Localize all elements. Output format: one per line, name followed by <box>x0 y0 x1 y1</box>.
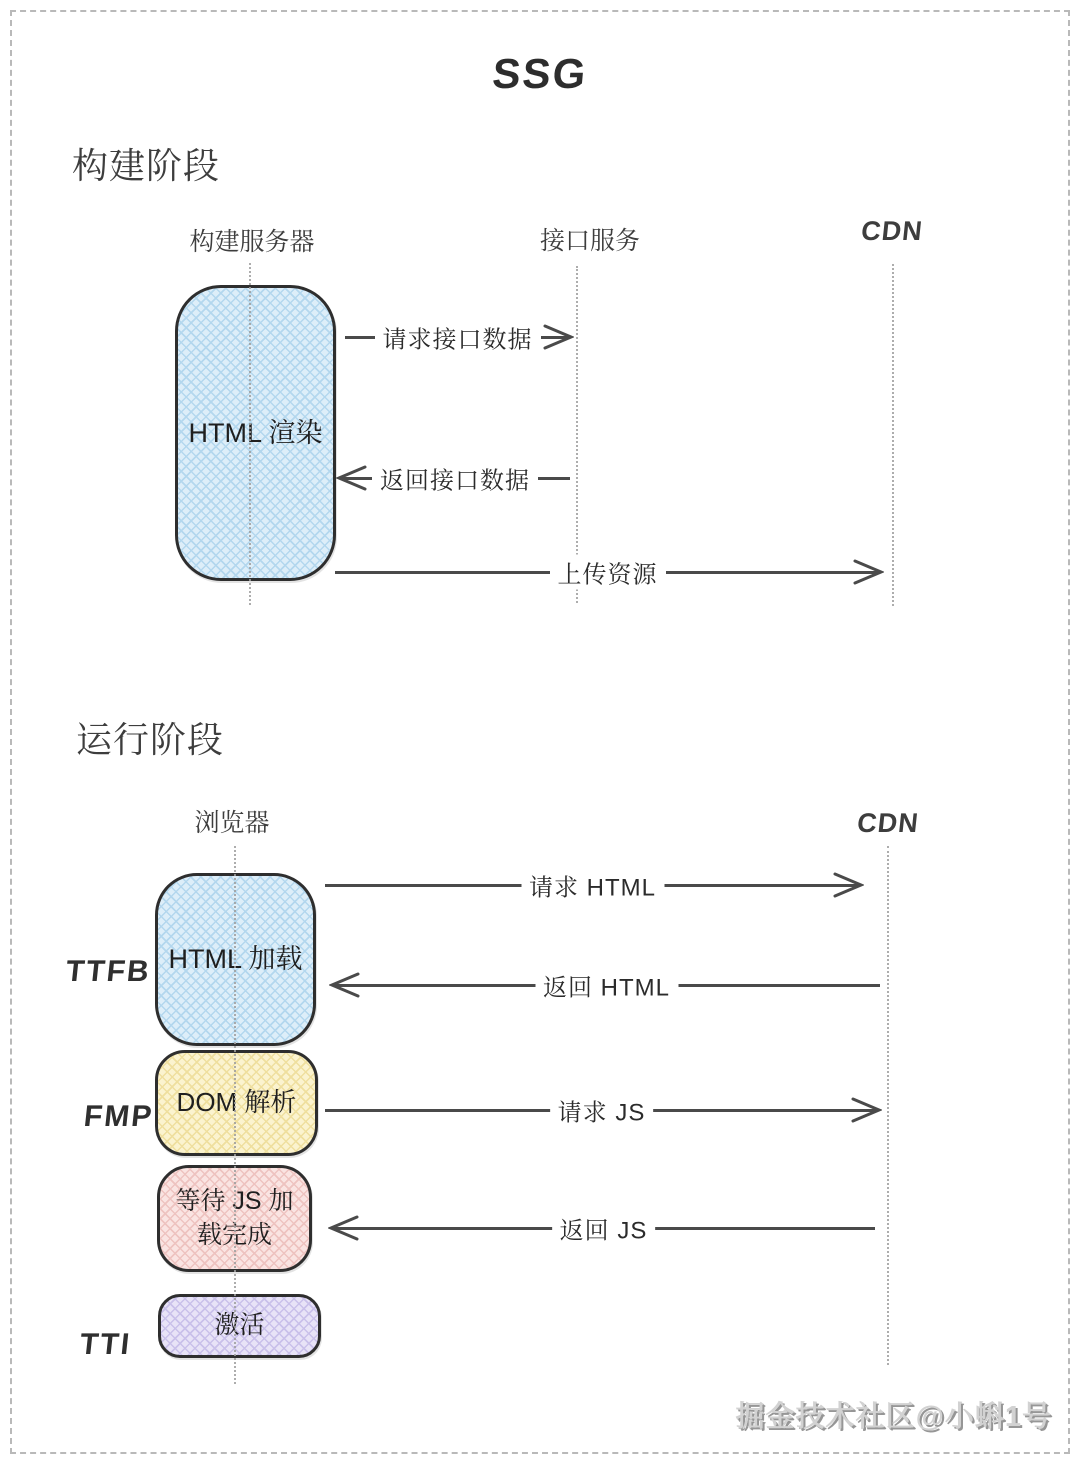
lifeline-label-browser: 浏览器 <box>194 809 270 837</box>
arrowhead-left-icon <box>329 971 361 999</box>
lifeline-cdn-build <box>892 264 894 606</box>
arrowhead-right-icon <box>852 558 884 586</box>
lifeline-label-api-service: 接口服务 <box>539 227 641 255</box>
box-html-load-label: HTML 加载 <box>168 944 303 975</box>
box-dom-parse <box>155 1050 318 1156</box>
metric-fmp: FMP <box>82 1100 156 1133</box>
lifeline-label-build-server: 构建服务器 <box>189 228 315 256</box>
lifeline-api-service <box>576 266 578 603</box>
diagram-title: SSG <box>490 50 590 97</box>
runtime-phase-heading: 运行阶段 <box>76 719 225 760</box>
message-return-js-label: 返回 JS <box>552 1211 656 1246</box>
lifeline-label-cdn-runtime: CDN <box>855 808 921 838</box>
message-return-html-label: 返回 HTML <box>535 968 678 1003</box>
message-request-html <box>325 874 860 902</box>
lifeline-browser <box>234 846 236 1384</box>
message-return-api-data <box>340 467 570 495</box>
lifeline-build-server <box>249 263 251 605</box>
box-html-render <box>175 285 336 581</box>
box-html-render-label: HTML 渲染 <box>188 417 323 448</box>
message-upload-assets-label: 上传资源 <box>550 555 666 590</box>
arrowhead-right-icon <box>850 1096 882 1124</box>
arrowhead-right-icon <box>832 871 864 899</box>
message-request-js <box>325 1099 878 1127</box>
message-request-api-data-label: 请求接口数据 <box>375 320 541 355</box>
arrowhead-left-icon <box>328 1214 360 1242</box>
message-return-api-data-label: 返回接口数据 <box>372 461 538 496</box>
message-request-js-label: 请求 JS <box>550 1093 654 1128</box>
lifeline-cdn-runtime <box>887 846 889 1365</box>
message-request-api-data <box>345 326 570 354</box>
arrowhead-left-icon <box>336 464 368 492</box>
box-wait-js-label: 等待 JS 加载完成 <box>175 1186 294 1249</box>
message-request-html-label: 请求 HTML <box>521 868 664 903</box>
metric-ttfb: TTFB <box>64 955 153 988</box>
build-phase-heading: 构建阶段 <box>72 145 221 186</box>
lifeline-label-cdn-build: CDN <box>859 216 925 246</box>
box-dom-parse-label: DOM 解析 <box>176 1087 297 1118</box>
message-return-html <box>333 974 880 1002</box>
metric-tti: TTI <box>78 1328 133 1361</box>
box-activate-label: 激活 <box>214 1311 265 1340</box>
arrowhead-right-icon <box>542 323 574 351</box>
box-activate <box>158 1294 321 1358</box>
watermark: 掘金技术社区@小蝌1号 <box>735 1401 1052 1433</box>
message-return-js <box>332 1217 875 1245</box>
message-upload-assets <box>335 561 880 589</box>
